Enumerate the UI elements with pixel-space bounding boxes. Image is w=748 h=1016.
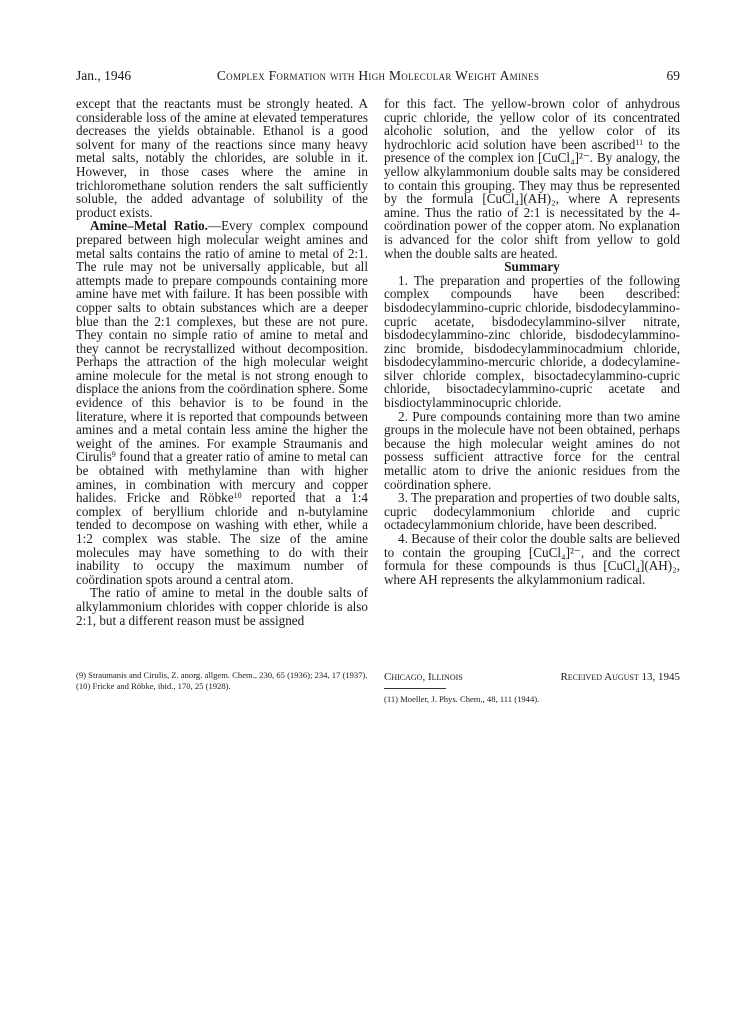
footnotes-right — [384, 694, 680, 705]
received-date: Received August 13, 1945 — [560, 671, 680, 683]
footnote-9: (9) Straumanis and Cirulis, Z. anorg. allgem. Chem., 230, 65 (1936); 234, 17 (1937). — [76, 670, 368, 680]
affiliation-city: Chicago, Illinois — [384, 671, 463, 683]
paragraph-text: reported that a 1:4 complex of beryllium chloride and n-butylamine tended to decompose on washing with ether, while a 1:2 complex was stable. The size of the amine molecules may have something to do with their inability to occupy the maximum number of coördination spots around a central atom. — [76, 490, 369, 587]
summary-item-2: 2. Pure compounds containing more than two amine groups in the molecule have not been obtained, perhaps because the high molecular weight amines do not possess sufficient attractive force for the central metallic atom to drive the anionic residues from the coördination sphere. — [384, 408, 680, 492]
running-header — [76, 68, 680, 86]
left-column — [76, 97, 368, 627]
section-heading: Amine–Metal Ratio. — [90, 218, 208, 234]
running-title: Complex Formation with High Molecular Weight Amines — [216, 68, 540, 83]
paragraph: except that the reactants must be strongly heated. A considerable loss of the amine at elevated temperatures decreases the yields obtainable. Ethanol is a good solvent for many of the reactions since many heavy metal salts, notably the chlorides, are soluble in it. However, in those cases where the amine in trichloromethane solution renders the salt sufficiently soluble, the added advantage of solubility of the product exists. — [76, 96, 368, 220]
footnotes-left — [76, 670, 368, 692]
footnote-10: (10) Fricke and Röbke, ibid., 170, 25 (1928). — [76, 681, 231, 691]
footnote-rule — [384, 688, 446, 689]
footnote-ref[interactable]: 9 — [111, 450, 116, 460]
paragraph — [384, 97, 680, 260]
summary-item-1: 1. The preparation and properties of the following complex compounds have been described: bisdodecylammino-cupric chloride, bisdodecylammino-cupric acetate, bisdodecylammino-silver nitrate, bisdodecylammino-zinc chloride, bisdodecylammino-zinc bromide, bisdodecylamminocadmium chloride, bisdodecylammino-mercuric chloride, a dodecylamine-silver chloride complex, bisoctadecylammino-cupric chloride, bisoctadecylammino-cupric acetate and bisdioctylamminocupric chloride. — [384, 272, 680, 411]
footnote-ref[interactable]: 10 — [233, 491, 242, 501]
footnote-11: (11) Moeller, J. Phys. Chem., 48, 111 (1944). — [384, 694, 540, 704]
paragraph-text: for this fact. The yellow-brown color of anhydrous cupric chloride, the yellow color of its concentrated alcoholic solution, and the yellow color of its hydrochloric acid solution have been ascribed — [384, 96, 680, 152]
footnote-ref[interactable]: 11 — [635, 137, 644, 147]
paragraph-text: to the presence of the complex ion [CuCl₄]²⁻. By analogy, the yellow alkylammonium double salts may be considered to contain this grouping. They may thus be represented by the formula [CuCl₄](AH)₂, where A represents amine. Thus the ratio of 2:1 is necessitated by the 4-coördination power of the copper atom. No explanation is advanced for the color shift from yellow to gold when the double salts are heated. — [384, 136, 680, 261]
summary-item-3: 3. The preparation and properties of two double salts, cupric dodecylammonium chloride and cupric octadecylammonium chloride, have been described. — [384, 490, 680, 533]
right-column — [384, 97, 680, 586]
paragraph-amine-metal-ratio — [76, 219, 368, 586]
issue-date: Jan., 1946 — [76, 68, 132, 83]
summary-heading: Summary — [504, 259, 560, 275]
paragraph-text: found that a greater ratio of amine to metal can be obtained with methylamine than with higher amines, in combination with mercury and copper halides. Fricke and Röbke — [76, 449, 368, 506]
paragraph-text: —Every complex compound prepared between high molecular weight amines and metal salts contains the ratio of amine to metal of 2:1. The rule may not be universally applicable, but all attempts made to prepare compounds containing more amine have met with failure. It has been possible with copper salts to obtain substances which are a deeper blue than the 2:1 complexes, but these are not pure. They contain no simple ratio of amine to metal and they cannot be recrystallized without decomposition. Perhaps the attraction of the high molecular weight amine molecule for the metal is not strong enough to displace the anions from the coördination sphere. Some evidence of this behavior is to be found in the literature, where it is reported that compounds between amines and a metal contain less amine the higher the weight of the amines. For example Straumanis and Cirulis — [76, 218, 368, 465]
summary-item-4: 4. Because of their color the double salts are believed to contain the grouping [CuCl₄]²⁻, and the correct formula for these compounds is thus [CuCl₄](AH)₂, where AH represents the alkylammonium radical. — [384, 531, 680, 587]
page-number: 69 — [666, 68, 680, 83]
paragraph: The ratio of amine to metal in the double salts of alkylammonium chlorides with copper chloride is also 2:1, but a different reason must be assigned — [76, 585, 368, 628]
